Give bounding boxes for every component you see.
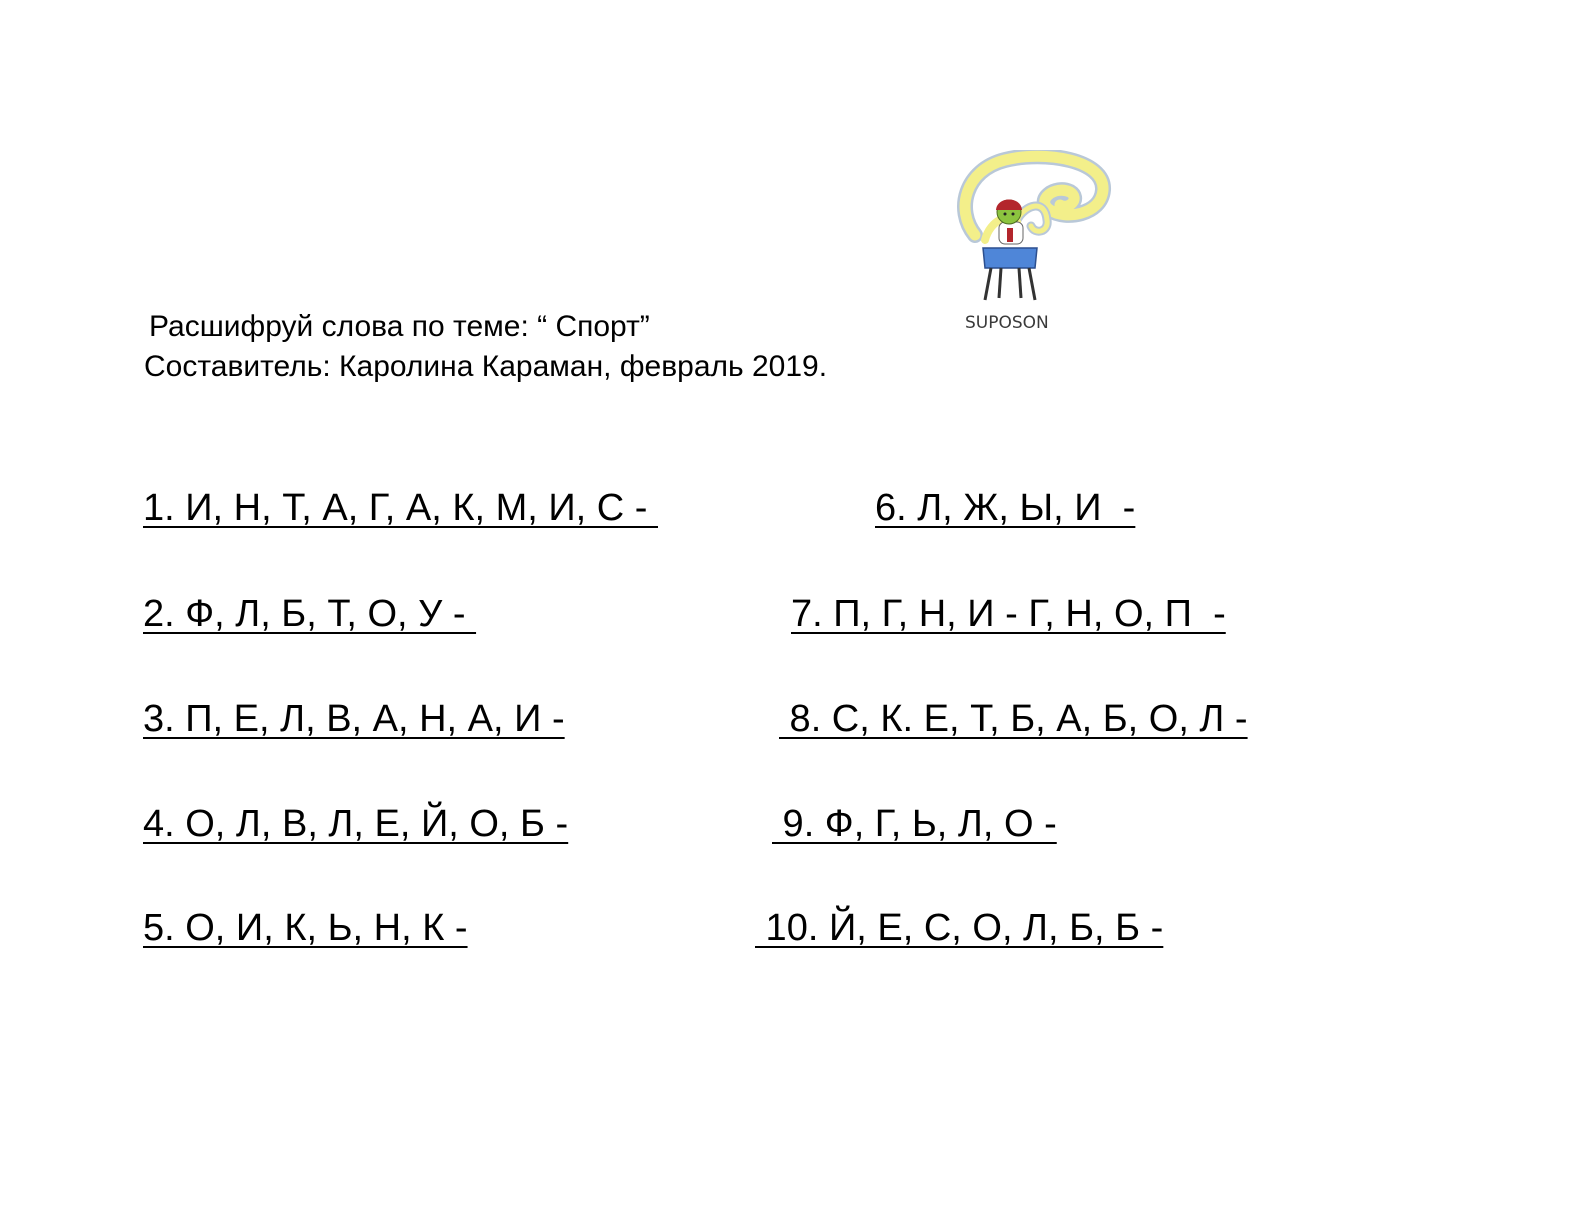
worksheet-title: Расшифруй слова по теме: “ Спорт” [149, 310, 650, 343]
gymnast-mascot-icon [955, 150, 1115, 315]
puzzle-item-4: 4. О, Л, В, Л, Е, Й, О, Б - [143, 803, 569, 845]
puzzle-item-10: 10. Й, Е, С, О, Л, Б, Б - [755, 907, 1164, 949]
puzzle-item-3: 3. П, Е, Л, В, А, Н, А, И - [143, 698, 565, 740]
puzzle-item-1: 1. И, Н, Т, А, Г, А, К, М, И, С - [143, 487, 658, 529]
logo-text: SUPOSON [965, 313, 1049, 333]
puzzle-item-6: 6. Л, Ж, Ы, И - [875, 487, 1136, 529]
puzzle-item-9: 9. Ф, Г, Ь, Л, О - [772, 803, 1057, 845]
puzzle-item-8: 8. С, К. Е, Т, Б, А, Б, О, Л - [779, 698, 1248, 740]
puzzle-item-5: 5. О, И, К, Ь, Н, К - [143, 907, 468, 949]
puzzle-item-7: 7. П, Г, Н, И - Г, Н, О, П - [791, 593, 1226, 635]
worksheet-author: Составитель: Каролина Караман, февраль 2019. [144, 350, 828, 383]
suposon-logo [955, 150, 1115, 340]
puzzle-item-2: 2. Ф, Л, Б, Т, О, У - [143, 593, 477, 635]
